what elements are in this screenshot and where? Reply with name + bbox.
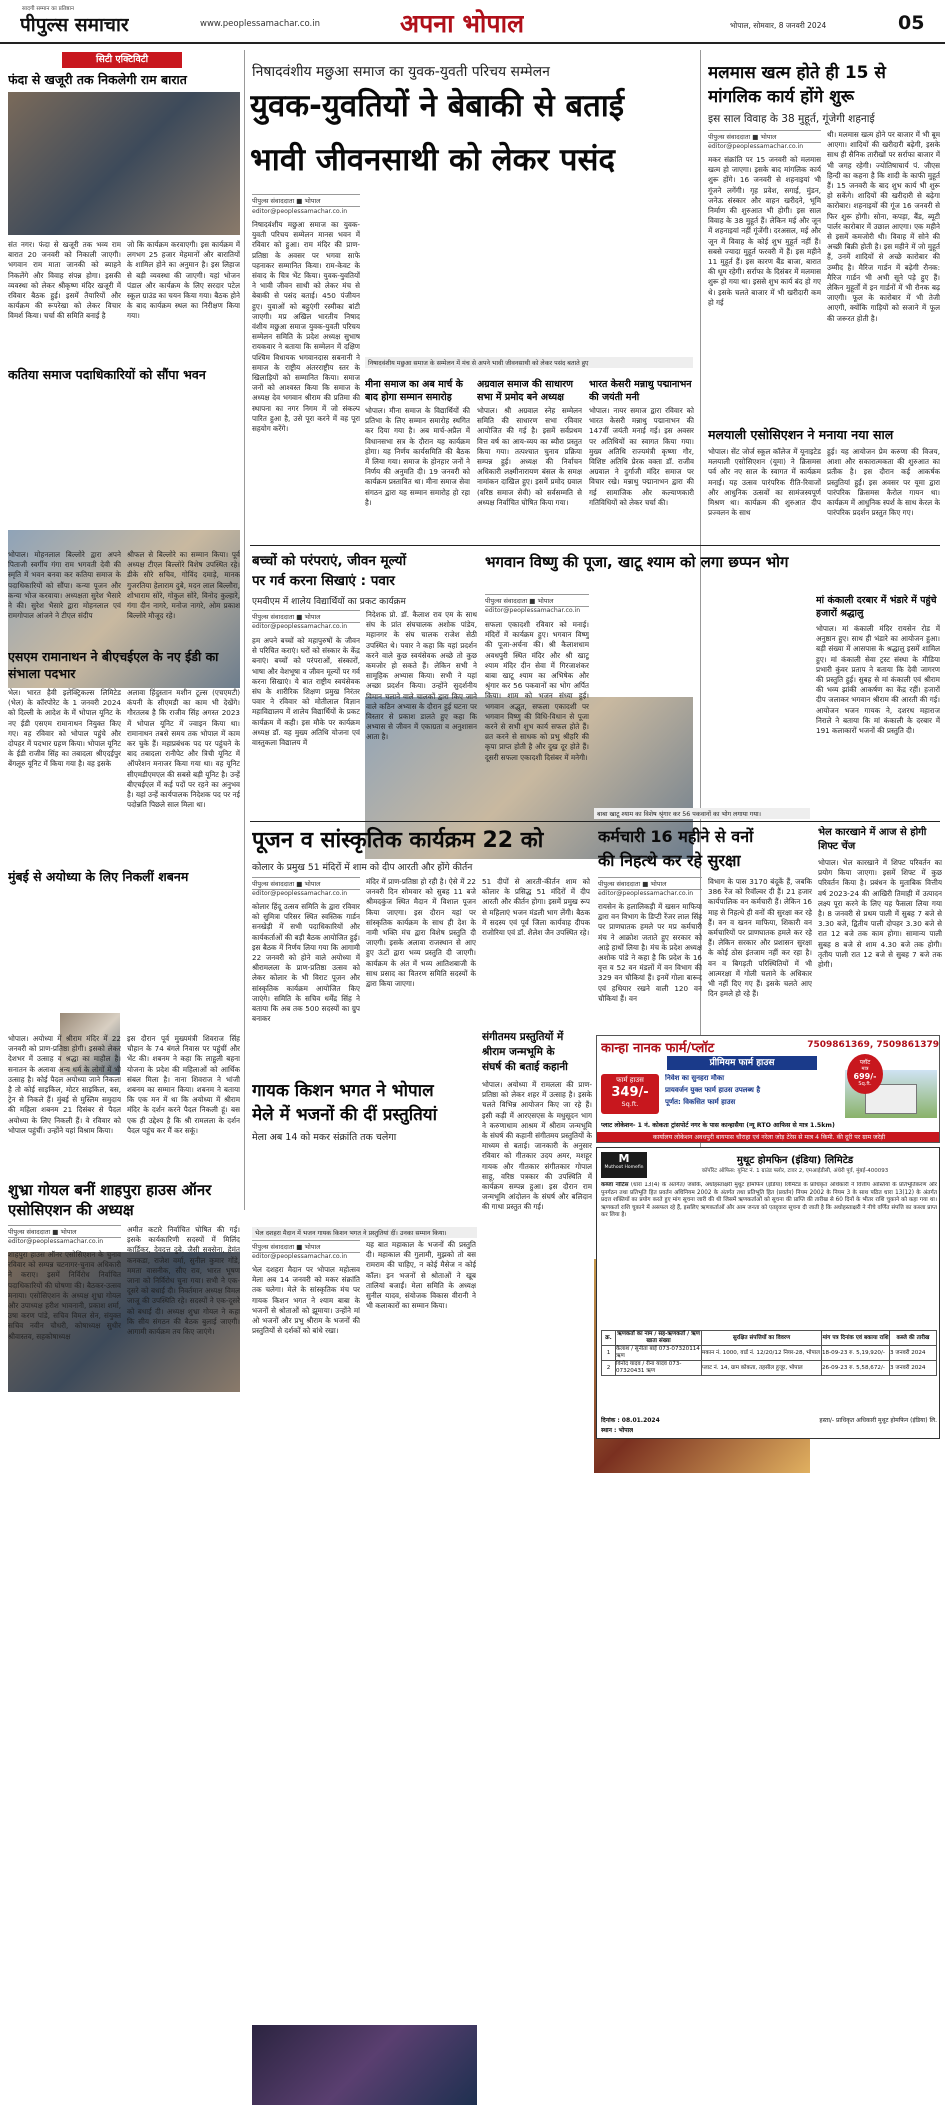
table-header-row — [602, 1331, 937, 1346]
byline-name: पीपुल्स संवाददाता — [252, 1243, 295, 1251]
table-cell: कैलाश / सुनीता बाई 073-07320114 ऋण — [616, 1346, 700, 1359]
lead-kicker: निषादवंशीय मछुआ समाज का युवक-युवती परिचय सम्मेलन — [252, 64, 550, 80]
lead-headline-line2: भावी जीवनसाथी को लेकर पसंद — [250, 142, 615, 178]
m5-body-col1: भेल दशहरा मैदान पर भोपाल महोत्सव मेला अब 14 जनवरी को मकर संक्रांति तक चलेगा। मेले के सांस्कृतिक मंच पर गायक किशन भगत ने श्याम बाबा के भजनों से श्रोताओं को झूमाया। उन्होंने मां ओ भजनों और प्रभु श्रीराम के भजनों की प्रस्तुतियों से दर्शकों को बांधे रखा। — [252, 1265, 360, 1336]
website[interactable]: www.peoplessamachar.co.in — [200, 19, 321, 29]
r1-body-col2: थी। मलमास खत्म होने पर बाजार में भी बूम आएगा। शादियों की खरीदारी बढ़ेगी, इसके साथ ही सैनिक तारीखों पर सर्राफा बाजार में भी जगह रहेगी। ज्योतिषाचार्य पं. जीएस हिन्दी का कहना है कि शादी के काफी मुहूर्त हैं। 15 जनवरी के बाद शुभ कार्य भी शुरू हो सकेंगे। शादियों की खरीदारी से बढ़ेगा कारोबार। शहनाइयों की गूंज 16 जनवरी से फिर शुरू होगी। सोना, कपड़ा, बैंड, ब्यूटी पार्लर कारोबार में उछाल आएगा। एक महीने से इसमें कमजोरी थी। विवाह में सोने की अच्छी बिक्री होती है। इस महीने में जो मुहूर्त हैं, उनमें शादियों से अच्छे कारोबार की उम्मीद है। मैरिज गार्डन में बढ़ेगी रौनक: मैरिज गार्डन भी अभी सूने पड़े हुए हैं। लेकिन मुहूर्तों में इन गार्डनों में भी रौनक बढ़ जाएगी। फूल के कारोबार में भी तेजी आएगी, क्योंकि गाड़ियों को सजाने में फूल की जरूरत होती है। — [827, 130, 940, 323]
m2-caption: बाबा खाटू श्याम का विशेष श्रृंगार कर 56 पकवानों का भोग लगाया गया। — [594, 808, 810, 819]
ad1-point: पूर्णत: विकसित फार्म हाउस — [665, 1098, 736, 1106]
ad1-points — [665, 1074, 840, 1107]
r3-body-col2: विभाग के पास 3170 बंदूकें हैं, जबकि 386 रेंज को रिवॉल्वर दी हैं। 21 हजार कार्यपालिक वन कर्मचारी हैं। लेकिन 16 माह से निहत्थे ही वनों की सुरक्षा कर रहे हैं। वन व खनन माफिया, शिकारी वन कर्मचारियों पर प्राणघातक हमले कर रहे हैं। लेकिन सरकार और प्रशासन सुरक्षा के कोई ठोस इंतजाम नहीं कर रहा है। वन व बिगड़ती परिस्थितियों में भी आत्मरक्षा में गोली चलाने के अधिकार भी नहीं दिए गए हैं। इसके चलते आए दिन हमले हो रहे हैं। — [708, 877, 812, 999]
table-header: मांग पत्र दिनांक एवं बकाया राशि — [822, 1331, 890, 1346]
m5-byline: पीपुल्स संवाददाता ■ भोपाल — [252, 1240, 360, 1253]
s1-headline: मीना समाज का अब मार्च के बाद होगा सम्मान समारोह — [365, 379, 463, 403]
s3-body: भोपाल। नायर समाज द्वारा रविवार को भारत केसरी मन्नाथु पद्मानाभन की 147वीं जयंती मनाई गई। इस अवसर पर अतिथियों का स्वागत किया गया। मुख्य अतिथि राज्यमंत्री कृष्णा गौर, विशिष्ट अतिथि प्रेरक वक्ता डॉ. राजीव अग्रवाल ने दुर्गाजी मंदिर समाज पर विचार रखे। मन्नाथु पद्मानाभन द्वारा की गई सामाजिक और कल्याणकारी गतिविधियों को लेकर चर्चा की। — [589, 406, 694, 507]
byline-name: पीपुल्स संवाददाता — [598, 880, 641, 888]
m2-headline: भगवान विष्णु की पूजा, खाटू श्याम को लगा छप्पन भोग — [485, 553, 789, 571]
byline-city: भोपाल — [60, 1228, 77, 1236]
ad1-price1-unit: Sq.ft. — [621, 1100, 639, 1108]
r2-headline: मलयाली एसोसिएशन ने मनाया नया साल — [708, 427, 894, 442]
m4-byline: पीपुल्स संवाददाता ■ भोपाल — [252, 877, 360, 890]
byline-name: पीपुल्स संवाददाता — [252, 880, 295, 888]
ad1-title: कान्हा नानक फार्म/प्लॉट — [601, 1041, 715, 1056]
a5-body-col2: अमीत कटारे निर्वाचित घोषित की गई। इसके कार्यकारिणी सदस्यों में मिलिंद कार्डिकर, देवदत्त दुबे, जैसी सक्सेना, हेमंत कनकडा, राजेश वर्मा, सुनील कुमार गोंडे, ममता वासनीक, सीए राव, भारत भूषण जाना को निर्विरोध चुना गया। सभी ने एक-दूसरे को बधाई दी। निवर्तमान अध्यक्ष विमल जाजू की उपस्थिति रहे। सदस्यों ने एक-दूसरे को बधाई दी। अध्यक्ष शुभ्रा गोयल ने कहा कि सीय संगठन की बैठक बुलाई जाएगी। आगामी कार्यक्रम तय किए जाएंगे। — [127, 1225, 240, 1337]
m1-subhead: एमवीएम में शालेय विद्यार्थियों का प्रकट कार्यक्रम — [252, 597, 406, 607]
m2-byline: पीपुल्स संवाददाता ■ भोपाल — [485, 594, 589, 607]
ad2-date: दिनांक : 08.01.2024 — [601, 1417, 660, 1424]
r1-byline: पीपुल्स संवाददाता ■ भोपाल — [708, 130, 821, 143]
byline-name: पीपुल्स संवाददाता — [708, 133, 751, 141]
ad2-notice-body: (धारा 13(4) के अंतर्गत) जबकि, अधोहस्ताक्षरी मुथूट होमफिन (इंडिया) लिमिटेड के प्राधिकृत अधिकारी ने वित्तीय आस्तियों के प्रतिभूतिकरण और पुनर्गठन तथा प्रतिभूति हित प्रवर्तन अधिनियम 2002 के अंतर्गत तथा प्रतिभूति हित (प्रवर्तन) नियम 2002 के नियम 3 के साथ पठित धारा 13(12) के अंतर्गत प्रदत्त शक्तियों का प्रयोग करते हुए मांग सूचना जारी की थी जिसमें ऋणकर्ताओं को सूचना की प्राप्ति की तारीख से 60 दिनों के भीतर राशि चुकाने को कहा गया था। ऋणकर्ता राशि चुकाने में असफल रहे हैं, इसलिए ऋणकर्ताओं और आम जनता को एतद्द्वारा सूचना दी जाती है कि अधोहस्ताक्षरी ने नीचे वर्णित संपत्ति का कब्जा प्राप्त कर लिया है। — [601, 1182, 937, 1219]
ad-muthoot-notice — [596, 1147, 940, 1439]
a1-photo — [8, 92, 240, 235]
ad2-notice-text — [601, 1182, 937, 1328]
table-cell: 3 जनवरी 2024 — [890, 1346, 937, 1361]
ad1-price1: 349/- — [611, 1085, 649, 1100]
r3-headline-line2: की निहत्थे कर रहे सुरक्षा — [598, 851, 741, 870]
m6-headline-line3: संघर्ष की बताई कहानी — [482, 1061, 568, 1073]
a3-headline: एसएम रामानाथन ने बीएचईएल के नए ईडी का संभाला पदभार — [8, 649, 219, 681]
r2-body-col1: भोपाल। सेंट जोर्ज स्कूल कॉलेज में यूनाइटेड मलयाली एसोसिएशन (यूमा) ने क्रिसमस पर्व और नए साल के स्वागत में कार्यक्रम मनाई। यह उत्सव पारंपरिक रीति-रिवाजों और आधुनिक उत्सवों का सामंजस्यपूर्ण मिश्रण था। कार्यक्रम की शुरुआत दीप प्रज्वलन के साथ — [708, 447, 821, 518]
m5-body-col2: यह बात महाकाल के भजनों की प्रस्तुति दी। महाकाल की गुलामी, मुझको तो बस रामराम की चाहिए, न कोई मैसेज न कोई कॉल। इन भजनों से श्रोताओं ने खूब तालियां बजाईं। मेला समिति के अध्यक्ष सुनील यादव, संयोजक विकास वीरानी ने भी कलाकारों का सम्मान किया। — [366, 1240, 476, 1311]
lead-headline-line1: युवक-युवतियों ने बेबाकी से बताई — [250, 88, 625, 124]
byline-city: भोपाल — [760, 133, 777, 141]
a1-body-col1: संत नगर। फंदा से खजूरी तक भव्य राम बारात 20 जनवरी को निकाली जाएगी। भगवान राम माता जानकी को ब्याहने निकलेंगे और विवाह संपन्न होगा। इसकी व्यवस्था को लेकर श्रीकृष्ण मंदिर खजूरी में रविवार बैठक हुई। इसमें तैयारियों और कार्यक्रम की रूपरेखा को लेकर विचार विमर्श किया। चर्चा की समिति बनाई है — [8, 240, 121, 321]
table-header: सुरक्षित संपत्तियों का विवरण — [702, 1331, 822, 1346]
ad2-notice-title: कब्जा नोटिस — [601, 1182, 629, 1188]
a1-body-col2: जो कि कार्यक्रम करवाएगी। इस कार्यक्रम में लगभग 25 हजार मेहमानों और बारातियों के शामिल होने का अनुमान है। इस लिहाज से बड़ी व्यवस्था की जाएगी। यहां भोजन पंडाल और कार्यक्रम के लिए सरदार पटेल स्कूल ग्राउंड का चयन किया गया। बैठक होने के बाद कार्यक्रम स्थल का निरीक्षण किया गया। — [127, 240, 240, 321]
ad1-price-badge-plot — [847, 1054, 883, 1094]
r2-body-col2: हुई। यह आयोजन प्रेम करुणा की विजय, आशा और सकारात्मकता की शुरुआत का प्रतीक है। इस दौरान कई आकर्षक प्रस्तुतियां हुईं। इस अवसर पर यूमा द्वारा पारंपरिक क्रिसमस कैरोल गायन था। कार्यक्रम में आधुनिक स्पर्श के साथ केरल के पारंपरिक प्रदर्शन प्रस्तुत किए गए। — [827, 447, 940, 518]
s2-headline: अग्रवाल समाज की साधारण सभा में प्रमोद बने अध्यक्ष — [477, 379, 574, 403]
byline-city: भोपाल — [304, 613, 321, 621]
m6-headline-line1: संगीतमय प्रस्तुतियों में — [482, 1031, 564, 1043]
byline-city: भोपाल — [650, 880, 667, 888]
a2-headline: कतिया समाज पदाधिकारियों को सौंपा भवन — [8, 367, 206, 382]
section-title: अपना भोपाल — [400, 9, 525, 38]
r3-byline: पीपुल्स संवाददाता ■ भोपाल — [598, 877, 702, 890]
m1-headline-line1: बच्चों को परंपराएं, जीवन मूल्यों — [252, 553, 407, 569]
byline-city: भोपाल — [304, 1243, 321, 1251]
m4-subhead: कोलार के प्रमुख 51 मंदिरों में शाम को दीप आरती और होंगे कीर्तन — [252, 862, 473, 873]
m3-body: भोपाल। मां कंकाली मंदिर रायसेन रोड में अनुष्ठान हुए। साथ ही भंडारे का आयोजन हुआ। बड़ी संख्या में आसपास के श्रद्धालु इसमें शामिल हुए। मां कंकाली सेवा ट्रस्ट संस्था के मीडिया प्रभारी कुंवर प्रताप ने बताया कि देवी जागरण की प्रस्तुति हुई। सुबह से मां कंकाली एवं श्रीराम की भव्य झांकी आकर्षण का केंद्र रहीं। हजारों दीप जलाकर भगवान श्रीराम की आरती की गई। आयोजन भजन गायक ने, दशरथ महाराज निराले ने बताया कि मां कंकाली के दरबार में 191 कलाकारों भजनों की प्रस्तुति दी। — [816, 624, 940, 736]
a4-body-col1: भोपाल। अयोध्या में श्रीराम मंदिर में 22 जनवरी को प्राण-प्रतिष्ठा होगी। इसको लेकर देशभर में उत्साह व श्रद्धा का माहौल है। सनातन के अलावा अन्य धर्म के लोगों में भी उत्साह है। कोई पैदल अयोध्या जाने निकला है तो कोई साइकिल, मोटर साइकिल, बस, ट्रेन से निकले हैं। मुंबई से मुस्लिम समुदाय की महिला शबनम 21 दिसंबर से पैदल अयोध्या के लिए निकली हैं। वे रविवार को भोपाल पहुंचीं। उन्होंने यहां विश्राम किया। — [8, 1034, 121, 1135]
table-header: क्र. — [602, 1331, 616, 1346]
ad2-address: कॉर्पोरेट ऑफिस: यूनिट नं. 1 ग्राउंड फ्लोर, टावर 2, एमआईडीसी, अंधेरी पूर्व, मुंबई-400093 — [701, 1168, 889, 1174]
table-cell: 26-09-23 रु. 5,58,672/- — [822, 1361, 890, 1376]
a1-headline: फंदा से खजूरी तक निकलेगी राम बारात — [8, 72, 187, 87]
a5-byline: पीपुल्स संवाददाता ■ भोपाल — [8, 1225, 121, 1238]
ad1-point: निवेश का सुनहरा मौका — [665, 1074, 725, 1082]
r1-subhead: इस साल विवाह के 38 मुहूर्त, गूंजेगी शहनाई — [708, 113, 875, 125]
lead-caption: निषादवंशीय मछुआ समाज के सम्मेलन में मंच से अपने भावी जीवनसाथी को लेकर पसंद बताते हुए — [365, 357, 693, 368]
m6-body: भोपाल। अयोध्या में रामलला की प्राण-प्रतिष्ठा को लेकर शहर में उत्साह है। इसके चलते विभिन्न आयोजन किए जा रहे हैं। इसी कड़ी में आरएसएस के मधुसूदन भाग ने करुणाधाम आश्रम में श्रीराम जन्मभूमि के संघर्ष की कहानी संगीतमय प्रस्तुतियों के माध्यम से बताई। जानकारी के अनुसार रविवार को गीतकार उदय अमर, मशहूर गायक और गीतकार संगीतकार गोपाल साहू, वरिष्ठ पत्रकार की उपस्थिति में कार्यक्रम सम्पन्न हुआ। इस दौरान राम जन्मभूमि आंदोलन के संघर्ष और बलिदान की गाथा प्रस्तुत की गई। — [482, 1080, 592, 1212]
byline-name: पीपुल्स संवाददाता — [8, 1228, 51, 1236]
column-rule — [244, 50, 245, 1210]
s1-body: भोपाल। मीना समाज के विद्यार्थियों की प्रतिभा के लिए सम्मान समारोह स्थगित कर दिया गया है। अब मार्च-अप्रैल में विधानसभा सत्र के दौरान यह कार्यक्रम होगा। यह निर्णय कार्यसमिति की बैठक में लिया गया। समाज के होनहार जनों ने निर्णय की अनुमति दी। 19 जनवरी को कार्यक्रम प्रस्तावित था। मीना समाज सेवा संगठन द्वारा यह सम्मान समारोह हो रहा है। — [365, 406, 470, 507]
table-cell: विनोद यादव / रीना यादव 073-07320431 ऋण — [616, 1361, 702, 1376]
a3-body-col2: अलावा हिंदुस्तान मशीन टूल्स (एचएमटी) कंपनी के सीएमडी का काम भी देखेंगे। गौरतलब है कि राजीव सिंह अगस्त 2023 में भोपाल यूनिट में ज्वाइन किया था। रामानाथन तबसे समय तक भोपाल में काम कर चुके हैं। महाप्रबंधक पद पर पहुंचने के बाद तबादला रानीपेट और त्रिची यूनिट में ऑपरेशन मनाजर किया गया था। वह यूनिट सीएमडीएमएल की सबसे बड़ी यूनिट है। उन्हें बीएचईएल में कई पदों पर रहने का अनुभव है। यहां उन्हें कार्यपालक निदेशक पद पर नई पदोन्नति पिछले साल मिला था। — [127, 688, 240, 810]
a4-headline: मुंबई से अयोध्या के लिए निकलीं शबनम — [8, 869, 189, 884]
masthead — [0, 0, 945, 44]
ad1-price2-prefix: मात्र — [861, 1066, 869, 1072]
ad2-signature: हस्ता/- प्राधिकृत अधिकारी मुथूट होमफिन (इंडिया) लि. — [819, 1417, 937, 1424]
ad1-subtitle: प्रीमियम फार्म हाउस — [667, 1056, 817, 1070]
ad1-footer: कार्यालय लोकेशन अवधपुरी बायपास चौराहा एवं नरेला जोड़ टेरेस से मात्र 4 किमी. की दूरी पर ग्राम जरेड़ी — [597, 1132, 940, 1143]
r1-headline-line1: मलमास खत्म होते ही 15 से — [708, 63, 886, 83]
ad1-phones[interactable]: 7509861369, 7509861379 — [807, 1040, 939, 1050]
r4-body: भोपाल। भेल कारखाने में शिफ्ट परिवर्तन का प्रयोग किया जाएगा। इसमें शिफ्ट में कुछ परिवर्तन किया है। प्रबंधन के मुताबिक वित्तीय वर्ष 2023-24 की आखिरी तिमाही में उत्पादन लक्ष्य पूरा करने के लिए यह फैसला लिया गया है। 8 जनवरी से प्रथम पाली में सुबह 7 बजे से 3.30 बजे, द्वितीय पाली दोपहर 3.30 बजे से रात 12 बजे तक काम होगा। सामान्य पाली सुबह 8 बजे से शाम 4.30 बजे तक होगी। तृतीय पाली रात 12 बजे से सुबह 7 बजे तक होगी। — [818, 858, 942, 970]
r1-headline-line2: मांगलिक कार्य होंगे शुरू — [708, 87, 854, 107]
byline-city: भोपाल — [537, 597, 554, 605]
a5-headline: शुभ्रा गोयल बनीं शाहपुरा हाउस ऑनर एसोसिएशन की अध्यक्ष — [8, 1181, 212, 1219]
m1-byline: पीपुल्स संवाददाता ■ भोपाल — [252, 610, 360, 623]
m5-email[interactable]: editor@peoplessamachar.co.in — [252, 1253, 348, 1260]
m6-headline-line2: श्रीराम जन्मभूमि के — [482, 1046, 555, 1058]
a5-email[interactable]: editor@peoplessamachar.co.in — [8, 1238, 104, 1245]
m4-body-col2: मंदिर में प्राण-प्रतिष्ठा हो रही है। ऐसे में 22 जनवरी दिन सोमवार को सुबह 11 बजे श्रीमदकुंज स्थित मैदान में विशाल पूजन किया जाएगा। इस दौरान यहां पर सांस्कृतिक कार्यक्रम के साथ ही देश के नामी भक्ति मंच द्वारा विशेष प्रस्तुति दी जाएगी। इसके अलावा राजस्थान से आए हुए ऊंटों द्वारा भव्य प्रस्तुति दी जाएगी। कार्यक्रम के अंत में भव्य आतिशबाजी के साथ प्रसाद का वितरण समिति सदस्यों के द्वारा किया जाएगा। — [366, 877, 476, 989]
byline-city: भोपाल — [304, 197, 321, 205]
table-cell: 2 — [602, 1361, 616, 1376]
byline-name: पीपुल्स संवाददाता — [252, 613, 295, 621]
section-divider — [250, 545, 940, 546]
ad1-price2-label: प्लॉट — [859, 1059, 871, 1066]
section-divider — [250, 821, 940, 822]
a2-body-col2: श्रीफल से बिल्लोरे का सम्मान किया। पूर्व अध्यक्ष टीएल बिल्लोरे विशेष उपस्थित रहे। डीके सौरे सचिव, गोविंद दमाड़े, मानक गुजरतिया हेलाराम दुबे, मदन लाल बिल्लौरा, शोभाराम सोरे, गोकुल सोरे, विनोद कुल्हारे, गंगा दीन नागरे, मनोज नागरे, ओम प्रकाश बिल्लोरे मौजूद रहे। — [127, 550, 240, 621]
m1-email[interactable]: editor@peoplessamachar.co.in — [252, 623, 348, 630]
byline-city: भोपाल — [304, 880, 321, 888]
m5-subhead: मेला अब 14 को मकर संक्रांति तक चलेगा — [252, 1132, 397, 1143]
table-row — [602, 1361, 937, 1376]
table-header: ऋणकर्ता का नाम / सह-ऋणकर्ता / ऋण खाता संख्या — [617, 1331, 700, 1344]
m1-headline-line2: पर गर्व करना सिखाएं : पवार — [252, 573, 395, 589]
a5-body-col1: शाहपुरा हाउस ऑनर एसोसिएशन के चुनाव रविवार को सम्पन्न चटनागर-चुनाव अधिकारी ने कराए। इसमें निर्विरोध निर्वाचित पदाधिकारियों की घोषणा की। बैठकर-उत्सव मनाया। एसोसिएशन के अध्यक्ष शुभ्रा गोयल और उपाध्यक्ष हरीश भावनानी, प्रकाश शर्मा, उषा करण पांडे, सचिव विमल सेन, संयुक्त सचिव नवीन चौधरी, कोषाध्यक्ष सुधीर श्रीवास्तव, सहकोषाध्यक्ष — [8, 1250, 121, 1341]
page-number: 05 — [898, 12, 925, 34]
m5-headline-line1: गायक किशन भगत ने भोपाल — [252, 1081, 434, 1101]
byline-name: पीपुल्स संवाददाता — [485, 597, 528, 605]
ad1-price-badge-farm — [601, 1074, 659, 1114]
muthoot-brand: Muthoot Homefin — [604, 1165, 644, 1170]
m1-body-col2: निदेशक प्रो. डॉ. कैलाश राव एम के साथ संघ के प्रांत संघचालक अशोक पांडेय, महानगर के संघ चालक राजेश सेठी उपस्थित थे। पवार ने कहा कि यहां प्रदर्शन करने वाले कुछ स्वयंसेवक अच्छे तो कुछ कमजोर हो सकते हैं। लेकिन सभी ने सामूहिक अभ्यास किया। सभी ने यहां अच्छा प्रदर्शन किया। उन्होंने सुदर्शनीय विमान चलाने वाले चालकों द्वारा किए जाने वाले कठिन अभ्यास के दौरान हुई घटना पर विस्तार से प्रकाश डालते हुए कहा कि अभ्यास से जीवन में एकाग्रता व अनुशासन आता है। — [366, 610, 477, 742]
paper-tagline: सादगी सम्मान का प्रतिष्ठान — [22, 6, 75, 12]
m4-body-col3: 51 दीपों से आरती-कीर्तन शाम को कोलार के प्रसिद्ध 51 मंदिरों में दीप आरती और कीर्तन होगा। इसमें प्रमुख रूप से महिलाएं भजन मंडली भाग लेंगी। बैठक में सदस्य एवं पूर्व जिला कार्यवाह दीपक राजोरिया एवं डॉ. शैलेश जैन उपस्थित रहे। — [482, 877, 590, 938]
byline-name: पीपुल्स संवाददाता — [252, 197, 295, 205]
paper-name: पीपुल्स समाचार — [20, 14, 129, 36]
ad1-location: प्लाट लोकेशन- 1 नं. कोकता ट्रांसपोर्ट नगर के पास कान्हासैया (न्यू RTO आफिस से मात्र 1.5km) — [601, 1122, 835, 1129]
m1-body-col1: हम अपने बच्चों को महापुरुषों के जीवन से परिचित कराएं। घरों को संस्कार के केंद्र बनाएं। बच्चों को परंपराओं, संस्कारों, भाषा और वेशभूषा व जीवन मूल्यों पर गर्व करना सिखाएं। ये बात राष्ट्रीय स्वयंसेवक संघ के शारीरिक शिक्षण प्रमुख निरंतर पवार ने रविवार को मोतीलाल विज्ञान महाविद्यालय में शालेय विद्यार्थियों के प्रकट कार्यक्रम में कही। इस मौके पर कार्यक्रम अध्यक्ष डॉ. यह मुख्य अतिथि योजना एवं वास्तुकला विद्यालय में — [252, 636, 360, 748]
r4-headline: भेल कारखाने में आज से होगी शिफ्ट चेंज — [818, 827, 927, 852]
m5-photo — [252, 2025, 477, 2105]
dateline: भोपाल, सोमवार, 8 जनवरी 2024 — [730, 21, 827, 30]
table-cell: प्लाट नं. 14, ग्राम कोकता, तहसील हुजूर, भोपाल — [702, 1361, 822, 1376]
s2-body: भोपाल। श्री अग्रवाल स्नेह सम्मेलन समिति की साधारण सभा रविवार आयोजित की गई है। इसमें सर्वप्रथम वित्त वर्ष का आय-व्यय का ब्यौरा प्रस्तुत किया गया। तत्पश्चात चुनाव प्रक्रिया सम्पन्न हुई। अध्यक्ष की निर्वाचन अधिकारी लक्ष्मीनारायण बंसल के समक्ष नामांकन दाखिल हुए। इसमें प्रमोद ग्रवाल (वरिष्ठ समाज सेवी) को सर्वसम्मति से अध्यक्ष निर्वाचित घोषित किया गया। — [477, 406, 582, 507]
table-row — [602, 1346, 937, 1361]
ad2-table — [601, 1330, 937, 1376]
ad2-place: स्थान : भोपाल — [601, 1427, 634, 1434]
r3-body-col1: रायसेन के हलालिकड़ी में खसन माफिया द्वारा वन विभाग के डिप्टी रेंजर लाल सिंह पर प्राणघातक हमले पर मप्र कर्मचारी मंच ने आक्रोश जताते हुए सरकार को आड़े हाथों लिया है। मंच के प्रदेश अध्यक्ष अशोक पांडे ने कहा है कि प्रदेश के 16 वृत्त व 52 वन मंडलों में वन विभाग की 329 वन चौकियां हैं। इनमें गोला बारूद एवं हथियार रखने वाली 120 वन चौकियां हैं। वन — [598, 902, 702, 1003]
r1-email[interactable]: editor@peoplessamachar.co.in — [708, 143, 804, 150]
muthoot-logo-mark: M — [618, 1152, 630, 1165]
a4-body-col2: इस दौरान पूर्व मुख्यमंत्री शिवराज सिंह चौहान के 74 बंगले निवास पर पहुंचीं और भेंट की। शबनम ने कहा कि लाहुली बहना योजना के प्रदेश की महिलाओं को आर्थिक संबल मिला है। नाना शिवराज ने भांजी शबनम का सम्मान किया। शबनम ने बताया कि एक मन में था कि अयोध्या में श्रीराम मंदिर के दर्शन करने पैदल निकली हूं। बस एक ही उद्देश्य है कि श्री रामलला के दर्शन पैदल पहुंच कर मैं कर सकूं। — [127, 1034, 240, 1135]
a2-body-col1: भोपाल। मोहनलाल बिल्लोरे द्वारा अपने पिताजी स्वर्गीय गंगा राम भगवती देवी की स्मृति में भवन बनवा कर कतिया समाज के पदाधिकारियों को सौंपा। कन्या पूजन और कन्या भोज करवाया। अध्यक्षता सुरेश भैसारे ने की। सुरेश भैसारे द्वारा मोहनलाल एवं रामगोपाल आंजने ने टीएल संदीप — [8, 550, 121, 621]
m4-email[interactable]: editor@peoplessamachar.co.in — [252, 890, 348, 897]
table-cell: 3 जनवरी 2024 — [890, 1361, 937, 1376]
m3-headline: मां कंकाली दरबार में भंडारे में पहुंचे हजारों श्रद्धालु — [816, 595, 937, 619]
r3-headline-line1: कर्मचारी 16 महीने से वनों — [598, 827, 754, 846]
m4-body-col1: कोलार हिंदू उत्सव समिति के द्वारा रविवार को सुमित्रा परिसर स्थित स्वस्तिक गार्डन सनखेड़ी में सभी पदाधिकारियों और कार्यकर्ताओं की बड़ी बैठक आयोजित हुई। इस बैठक में निर्णय लिया गया कि आगामी 22 जनवरी को होने वाले अयोध्या में श्रीरामलला के प्राण-प्रतिष्ठा उत्सव को लेकर कोलार के भी विराट पूजन और सांस्कृतिक कार्यक्रम आयोजित किए जाएंगे। समिति के सचिव धर्मेंद्र सिंह ने बताया कि अब तक 500 सदस्यों का ग्रुप बनाकर — [252, 902, 360, 1024]
ad-farmhouse[interactable] — [596, 1035, 940, 1143]
table-cell: 1 — [602, 1346, 616, 1361]
muthoot-logo — [601, 1152, 647, 1178]
lead-email[interactable]: editor@peoplessamachar.co.in — [252, 208, 348, 215]
ad1-price2: 699/- — [853, 1072, 877, 1081]
m4-headline: पूजन व सांस्कृतिक कार्यक्रम 22 को — [252, 828, 544, 853]
table-header: कब्जे की तारीख — [890, 1331, 937, 1346]
r3-email[interactable]: editor@peoplessamachar.co.in — [598, 890, 694, 897]
m5-caption: भेल दशहरा मैदान में भजन गायक किशन भगत ने प्रस्तुतियां दीं। उनका सम्मान किया। — [252, 1227, 477, 1238]
lead-byline: पीपुल्स संवाददाता ■ भोपाल — [252, 194, 360, 207]
m2-email[interactable]: editor@peoplessamachar.co.in — [485, 607, 581, 614]
city-activity-label: सिटी एक्टिविटी — [62, 52, 182, 68]
m5-headline-line2: मेले में भजनों की दीं प्रस्तुतियां — [252, 1105, 438, 1125]
ad2-company: मुथूट होमफिन (इंडिया) लिमिटेड — [736, 1155, 854, 1166]
table-cell: मकान नं. 1000, वार्ड नं. 12/20/12 नियर-28, भोपाल — [702, 1346, 822, 1361]
ad1-price1-label: फार्म हाउस — [616, 1076, 644, 1084]
s3-headline: भारत केसरी मन्नाथु पद्मानाभन की जयंती मनी — [589, 379, 692, 403]
ad1-point: प्रायवर्जन युक्त फार्म हाउस उपलब्ध है — [665, 1086, 761, 1094]
r1-body-col1: मकर संक्रांति पर 15 जनवरी को मलमास खत्म हो जाएगा। इसके बाद मांगलिक कार्य शुरू होंगे। 16 जनवरी से शहनाइयां भी गूंजने लगेंगी। गृह प्रवेश, सगाई, मुंडन, जनेऊ संस्कार और वाहन खरीदने, भूमि निर्माण की शुरुआत भी होगी। इस साल विवाह के 38 मुहूर्त हैं। लेकिन मई और जून में शहनाइयां नहीं गूंजेंगी। दरअसल, मई और जून में विवाह के कोई शुभ मुहूर्त नहीं हैं। सबसे ज्यादा मुहूर्त फरवरी में हैं। इस महीने 11 मुहूर्त हैं। इस कारण बैंड बाजा, बारात की धूम रहेगी। सर्राफा के दिसंबर में मलमास शुरू हो गया था। इससे शुभ कार्य बंद हो गए थे। इसके चलते बाजार में भी खरीदारी कम हो गई — [708, 155, 821, 307]
a3-body-col1: भेल। भारत हैवी इलेक्ट्रिकल्स लिमिटेड (भेल) के कॉरपोरेट के 1 जनवरी 2024 को दिल्ली के आदेश के में भोपाल यूनिट के नए ईडी एसएम रामानाथन नियुक्त किए गए। वह रविवार को भोपाल पहुंचे और दोपहर में पदभार ग्रहण किया। भोपाल यूनिट के ईडी राजीव सिंह का तबादला श्रीएदईपुर बेंगलूरु यूनिट में किया गया है। वह इसके — [8, 688, 121, 769]
ad1-price2-unit: Sq.ft. — [858, 1081, 872, 1087]
lead-body: निषादवंशीय मछुआ समाज का युवक-युवती परिचय सम्मेलन मानस भवन में रविवार को हुआ। राम मंदिर की प्राण-प्रतिष्ठा के अवसर पर भगवा साफे पहनाकर सम्मानित किया। राम-केवट के संवाद के चित्र भेंट किया। युवक-युवतियों ने भावी जीवन साथी को लेकर मंच से बेबाकी से पसंद बताई। 450 पंजीयन हुए। युवाओं को बहुएंगी रस्मीका बांटी जाएगी। मप्र अखिल भारतीय निषाद वंशीय मछुआ समाज युवक-युवती परिचय सम्मेलन समिति के प्रदेश अध्यक्ष सुभाष रायकवार ने बताया कि सम्मेलन में दक्षिण पश्चिम विधायक भगवानदास सबनानी ने समाज के राष्ट्रीय अंतरराष्ट्रीय स्तर के खिलाड़ियों को सम्मानित किया। समाज जनों को आश्वस्त किया कि समाज के अध्यक्ष देव भगवान श्रीराम की प्रतिमा की स्थापना का नगर निगम में जो संकल्प पारित हुआ है, उसे पूरा करने में वह पूरा सहयोग करेंगे। — [252, 220, 360, 434]
m2-body: सफला एकादशी रविवार को मनाई। मंदिरों में कार्यक्रम हुए। भगवान विष्णु की पूजा-अर्चना की। श्री कैलाशधाम अवधपुरी स्थित मंदिर और श्री खाटू श्याम मंदिर दीन सेवा में गिरजाशंकर बाबा खाटू श्याम का अभिषेक और श्रृंगार कर 56 पकवानों का भोग अर्पित किया। शाम को भजन संध्या हुई। भगवान अद्भुत, सफला एकादशी पर भगवान विष्णु की विधि-विधान से पूजा करने से सभी शुभ कार्य सफल होते हैं। व्रत करने से साधक को प्रभु श्रीहरि की कृपा प्राप्त होती है और दुख दूर होते हैं। दूसरी सफला एकादशी दिसंबर में मनेगी। — [485, 620, 589, 762]
table-cell: 18-09-23 रु. 5,19,920/- — [822, 1346, 890, 1361]
